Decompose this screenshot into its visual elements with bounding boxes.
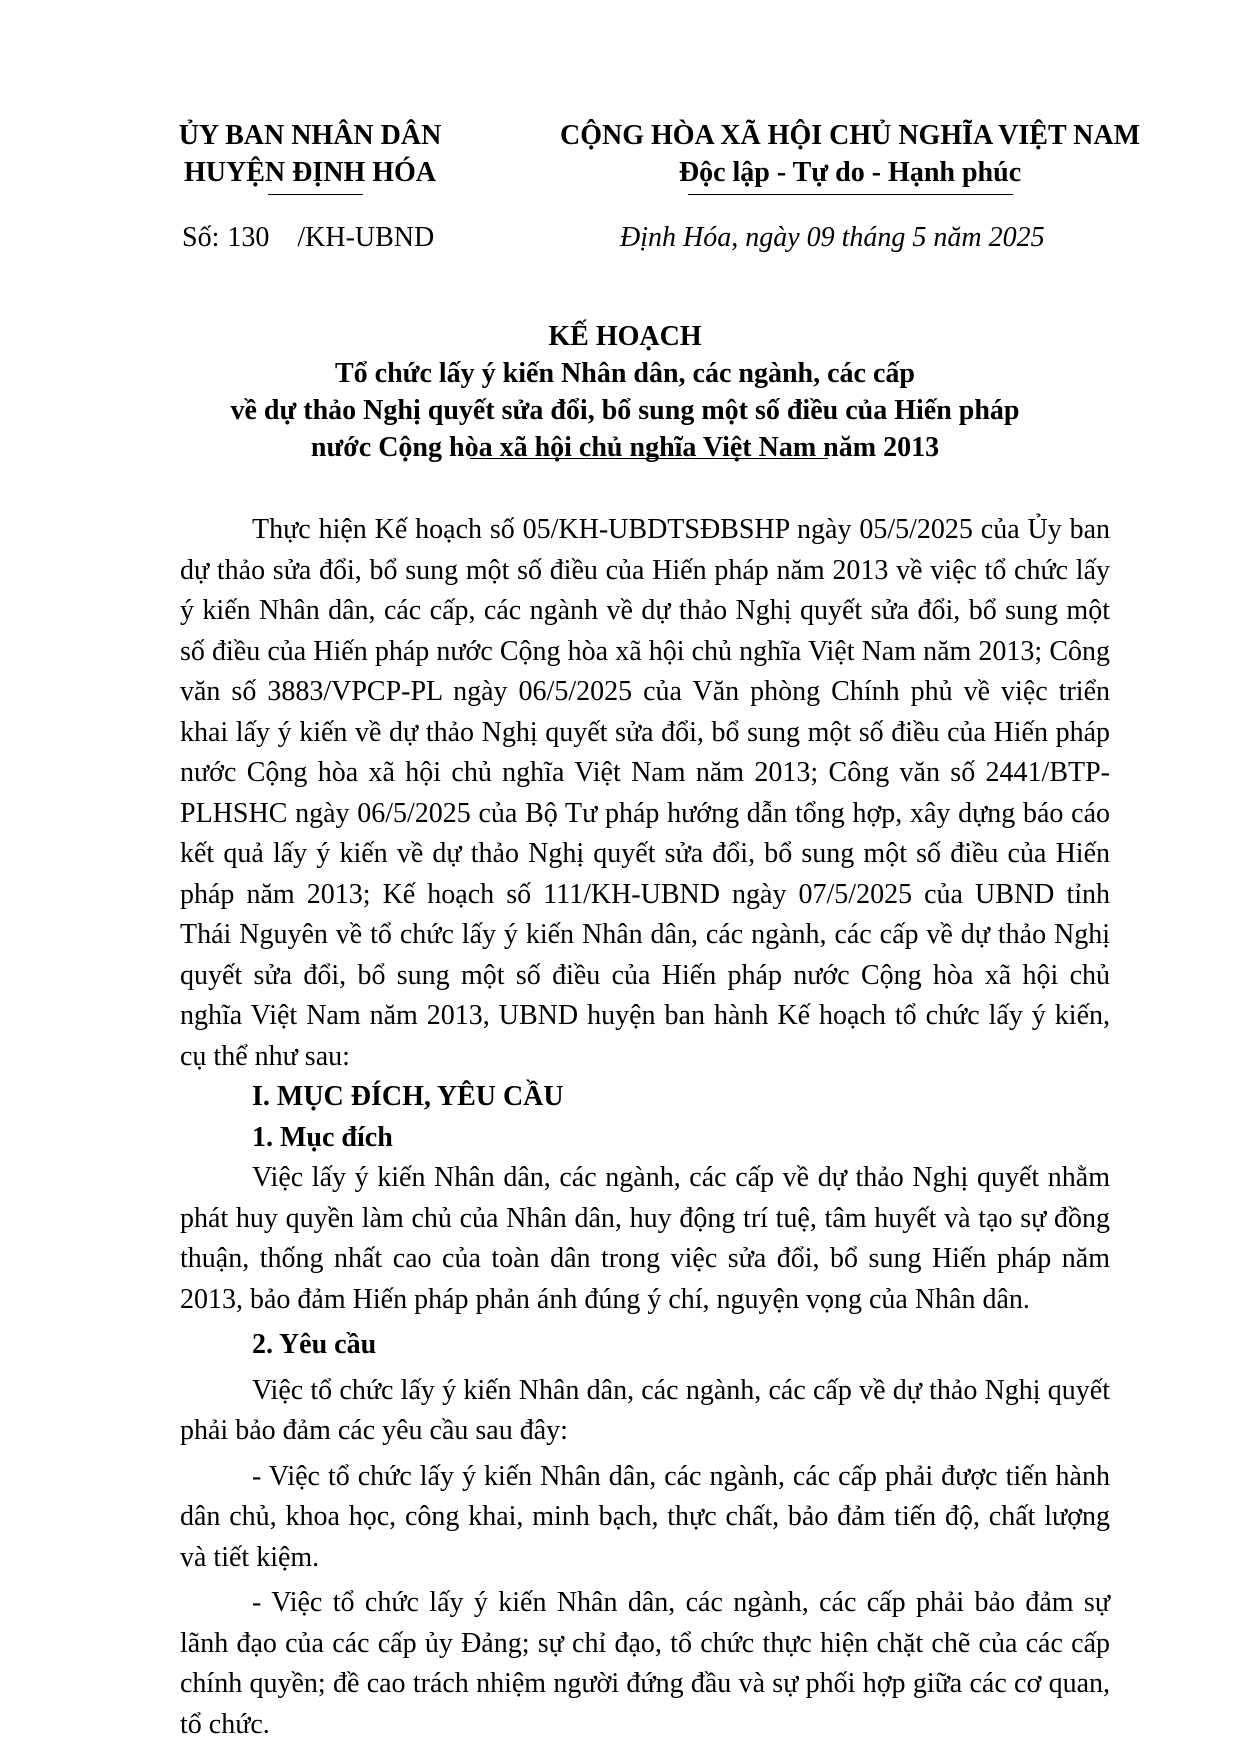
- subheading-requirements: 2. Yêu cầu: [252, 1329, 377, 1360]
- title-main: KẾ HOẠCH: [548, 321, 702, 352]
- issuing-agency: [160, 117, 460, 191]
- doc-number-suffix: /KH-UBND: [297, 222, 435, 253]
- requirements-intro: Việc tổ chức lấy ý kiến Nhân dân, các ngành, các cấp về dự thảo Nghị quyết phải bảo đảm các yêu cầu sau đây:: [180, 1374, 1110, 1446]
- agency-line-2: HUYỆN ĐỊNH HÓA: [183, 157, 436, 188]
- document-title: [160, 318, 1090, 466]
- document-number: [182, 222, 434, 254]
- motto-underline: [688, 194, 1013, 195]
- document-body: [180, 510, 1110, 1745]
- nation-line-1: CỘNG HÒA XÃ HỘI CHỦ NGHĨA VIỆT NAM: [559, 120, 1141, 151]
- section-heading-1: I. MỤC ĐÍCH, YÊU CẦU: [252, 1081, 564, 1112]
- document-date: Định Hóa, ngày 09 tháng 5 năm 2025: [620, 222, 1045, 253]
- nation-motto: Độc lập - Tự do - Hạnh phúc: [678, 157, 1022, 188]
- agency-underline: [268, 194, 363, 195]
- purpose-paragraph: Việc lấy ý kiến Nhân dân, các ngành, các cấp về dự thảo Nghị quyết nhằm phát huy quyền làm chủ của Nhân dân, huy động trí tuệ, tâm huyết và tạo sự đồng thuận, thống nhất cao của toàn dân trong việc sửa đổi, bổ sung Hiến pháp năm 2013, bảo đảm Hiến pháp phản ánh đúng ý chí, nguyện vọng của Nhân dân.: [180, 1162, 1110, 1315]
- title-line-3: nước Cộng hòa xã hội chủ nghĩa Việt Nam năm 2013: [310, 432, 940, 463]
- title-line-1: Tổ chức lấy ý kiến Nhân dân, các ngành, các cấp: [335, 358, 915, 389]
- title-underline: [470, 458, 828, 459]
- subheading-purpose: 1. Mục đích: [252, 1121, 393, 1153]
- title-line-2: về dự thảo Nghị quyết sửa đổi, bổ sung một số điều của Hiến pháp: [230, 395, 1020, 426]
- doc-number-prefix: Số:: [182, 222, 220, 253]
- national-title: [530, 117, 1170, 191]
- intro-paragraph: Thực hiện Kế hoạch số 05/KH-UBDTSĐBSHP ngày 05/5/2025 của Ủy ban dự thảo sửa đổi, bổ sung một số điều của Hiến pháp năm 2013 về việc tổ chức lấy ý kiến Nhân dân, các cấp, các ngành về dự thảo Nghị quyết sửa đổi, bổ sung một số điều của Hiến pháp nước Cộng hòa xã hội chủ nghĩa Việt Nam năm 2013; Công văn số 3883/VPCP-PL ngày 06/5/2025 của Văn phòng Chính phủ về việc triển khai lấy ý kiến về dự thảo Nghị quyết sửa đổi, bổ sung một số điều của Hiến pháp nước Cộng hòa xã hội chủ nghĩa Việt Nam năm 2013; Công văn số 2441/BTP-PLHSHC ngày 06/5/2025 của Bộ Tư pháp hướng dẫn tổng hợp, xây dựng báo cáo kết quả lấy ý kiến về dự thảo Nghị quyết sửa đổi, bổ sung một số điều của Hiến pháp năm 2013; Kế hoạch số 111/KH-UBND ngày 07/5/2025 của UBND tỉnh Thái Nguyên về tổ chức lấy ý kiến Nhân dân, các ngành, các cấp về dự thảo Nghị quyết sửa đổi, bổ sung một số điều của Hiến pháp nước Cộng hòa xã hội chủ nghĩa Việt Nam năm 2013, UBND huyện ban hành Kế hoạch tổ chức lấy ý kiến, cụ thể như sau:: [180, 514, 1110, 1072]
- requirement-item-1: - Việc tổ chức lấy ý kiến Nhân dân, các ngành, các cấp phải được tiến hành dân chủ, khoa học, công khai, minh bạch, thực chất, bảo đảm tiến độ, chất lượng và tiết kiệm.: [180, 1460, 1110, 1573]
- doc-number-value: 130: [227, 222, 270, 253]
- requirement-item-2: - Việc tổ chức lấy ý kiến Nhân dân, các ngành, các cấp phải bảo đảm sự lãnh đạo của các cấp ủy Đảng; sự chỉ đạo, tổ chức thực hiện chặt chẽ của các cấp chính quyền; đề cao trách nhiệm người đứng đầu và sự phối hợp giữa các cơ quan, tổ chức.: [180, 1587, 1110, 1740]
- agency-line-1: ỦY BAN NHÂN DÂN: [178, 120, 442, 151]
